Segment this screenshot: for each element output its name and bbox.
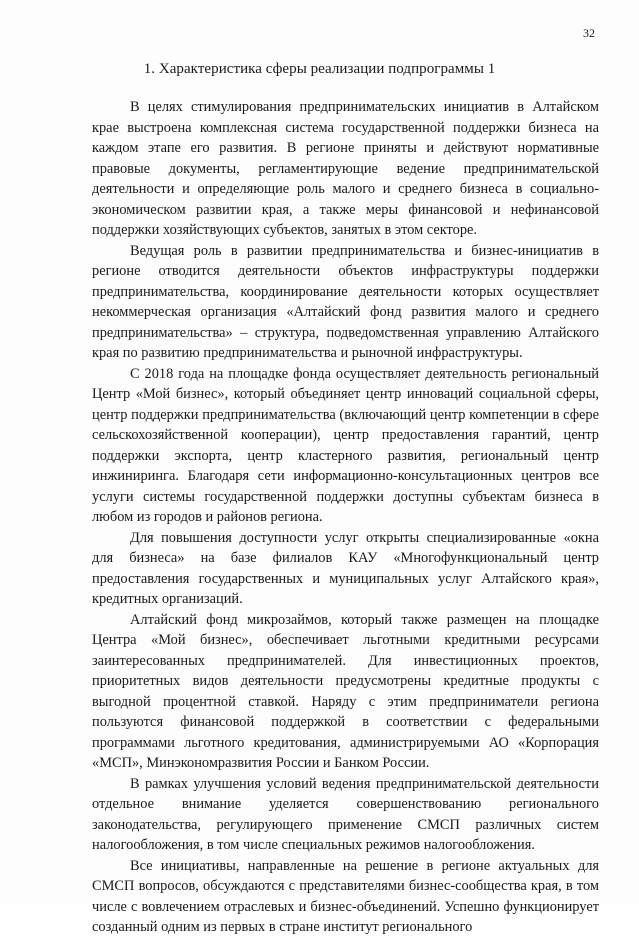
paragraph-4: Для повышения доступности услуг открыты специализированные «окна для бизнеса» на базе филиалов КАУ «Многофункциональный центр предоставления государственных и муниципальных услуг Алтайского края», кредитных организаций. [92,529,599,607]
paragraph-1: В целях стимулирования предпринимательских инициатив в Алтайском крае выстроена комплексная система государственной поддержки бизнеса на каждом этапе его развития. В регионе приняты и действуют нормативные правовые документы, регламентирующие ведение предпринимательской деятельности и определяющие роль малого и среднего бизнеса в социально-экономическом развитии края, а также меры финансовой и нефинансовой поддержки хозяйствующих субъектов, занятых в этом секторе. [92,99,599,238]
paragraph-6: В рамках улучшения условий ведения предпринимательской деятельности отдельное внимание уделяется совершенствованию регионального законодательства, регулирующего применение СМСП различных систем налогообложения, в том числе специальных режимов налогообложения. [92,775,599,853]
paragraph-7: Все инициативы, направленные на решение в регионе актуальных для СМСП вопросов, обсуждаются с представителями бизнес-сообщества края, в том числе с вовлечением отраслевых и бизнес-объединений. Успешно функционирует созданный одним из первых в стране институт регионального [92,857,599,935]
paragraph-3: С 2018 года на площадке фонда осуществляет деятельность региональный Центр «Мой бизнес», который объединяет центр инноваций социальной сферы, центр поддержки предпринимательства (включающий центр компетенции в сфере сельскохозяйственной кооперации), центр предоставления гарантий, центр поддержки экспорта, центр кластерного развития, региональный центр инжиниринга. Благодаря сети информационно-консультационных центров все услуги системы государственной поддержки доступны субъектам бизнеса в любом из городов и районов региона. [92,365,599,525]
section-heading: 1. Характеристика сферы реализации подпрограммы 1 [143,61,496,77]
page-number: 32 [583,26,595,40]
paragraph-5: Алтайский фонд микрозаймов, который также размещен на площадке Центра «Мой бизнес», обеспечивает льготными кредитными ресурсами заинтересованных предпринимателей. Для инвестиционных проектов, приоритетных видов деятельности предусмотрены кредитные продукты с выгодной процентной ставкой. Наряду с этим предприниматели региона пользуются финансовой поддержкой в соответствии с федеральными программами льготного кредитования, администрируемыми АО «Корпорация «МСП», Минэкономразвития России и Банком России. [92,611,599,771]
paragraph-2: Ведущая роль в развитии предпринимательства и бизнес-инициатив в регионе отводится деятельности объектов инфраструктуры поддержки предпринимательства, координирование деятельности которых осуществляет некоммерческая организация «Алтайский фонд развития малого и среднего предпринимательства» – структура, подведомственная управлению Алтайского края по развитию предпринимательства и рыночной инфраструктуры. [92,242,599,361]
body-text [92,97,599,938]
